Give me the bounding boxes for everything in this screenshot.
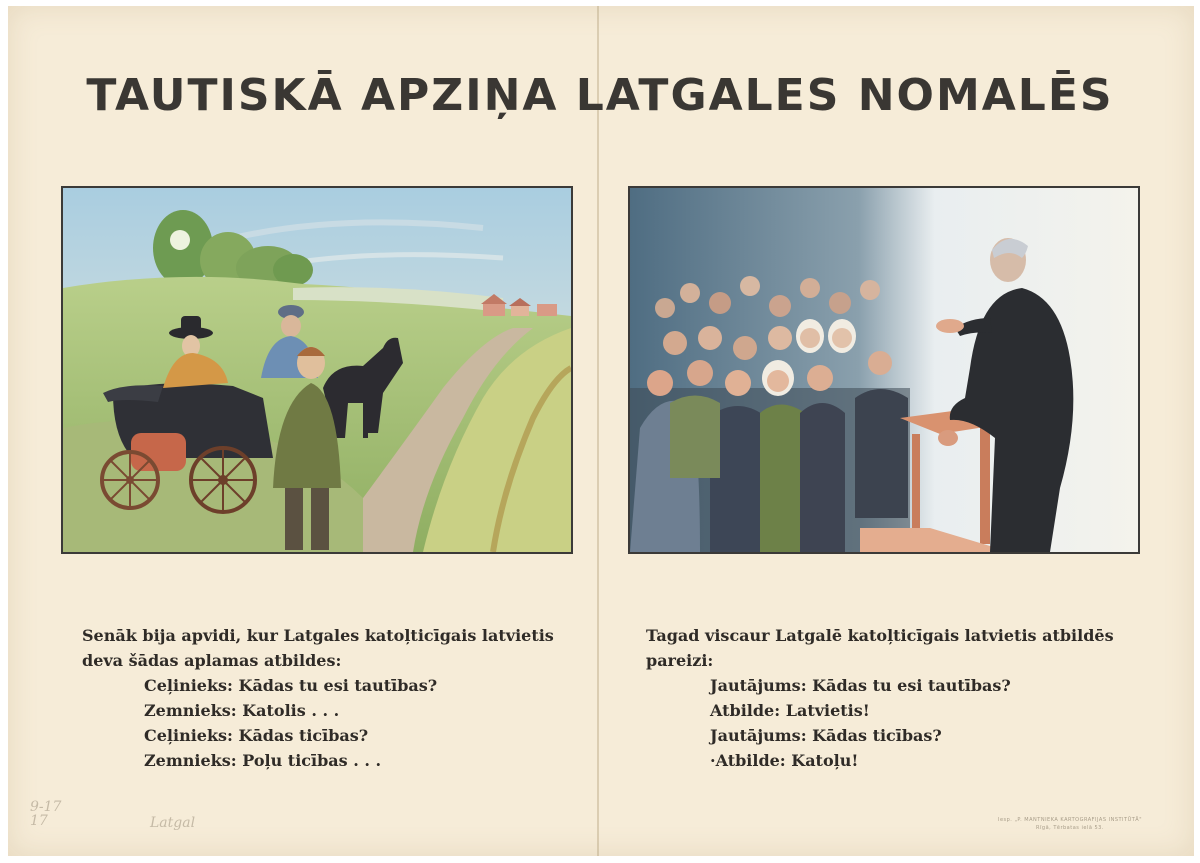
dialog-line: Ceļinieks: Kādas ticības? — [144, 726, 369, 745]
dialog-line: Zemnieks: Katolis . . . — [144, 701, 340, 720]
right-dialog — [646, 673, 1136, 773]
imprint-line-2: Rīgā, Tērbatas ielā 53. — [1036, 825, 1104, 831]
archive-number-mark: 9-17 17 — [30, 799, 62, 829]
left-caption — [82, 623, 562, 773]
speaker-addressing-crowd-scene — [630, 188, 1138, 552]
dialog-line: Jautājums: Kādas tu esi tautības? — [710, 676, 1011, 695]
center-fold — [597, 6, 599, 856]
imprint-line-1: Iesp. „P. MANTNIEKA KARTOGRAFIJAS INSTITŪTĀ" — [997, 817, 1143, 823]
poster-title: TAUTISKĀ APZIŅA LATGALES NOMALĒS — [86, 70, 1114, 121]
archive-pencil-mark: Latgal — [150, 815, 196, 831]
dialog-line: Atbilde: Latvietis! — [710, 701, 870, 720]
dialog-line: ·Atbilde: Katoļu! — [710, 751, 859, 770]
right-intro: Tagad viscaur Latgalē katoļticīgais latvietis atbildēs pareizi: — [646, 626, 1114, 670]
dialog-line: Zemnieks: Poļu ticības . . . — [144, 751, 382, 770]
dialog-line: Ceļinieks: Kādas tu esi tautības? — [144, 676, 438, 695]
right-illustration — [628, 186, 1140, 554]
countryside-cart-scene — [63, 188, 571, 552]
dialog-line: Jautājums: Kādas ticības? — [710, 726, 942, 745]
left-intro: Senāk bija apvidi, kur Latgales katoļticīgais latvietis deva šādas aplamas atbildes: — [82, 626, 554, 670]
printer-imprint — [985, 816, 1155, 832]
right-caption — [646, 623, 1136, 773]
left-dialog — [82, 673, 562, 773]
left-illustration — [61, 186, 573, 554]
